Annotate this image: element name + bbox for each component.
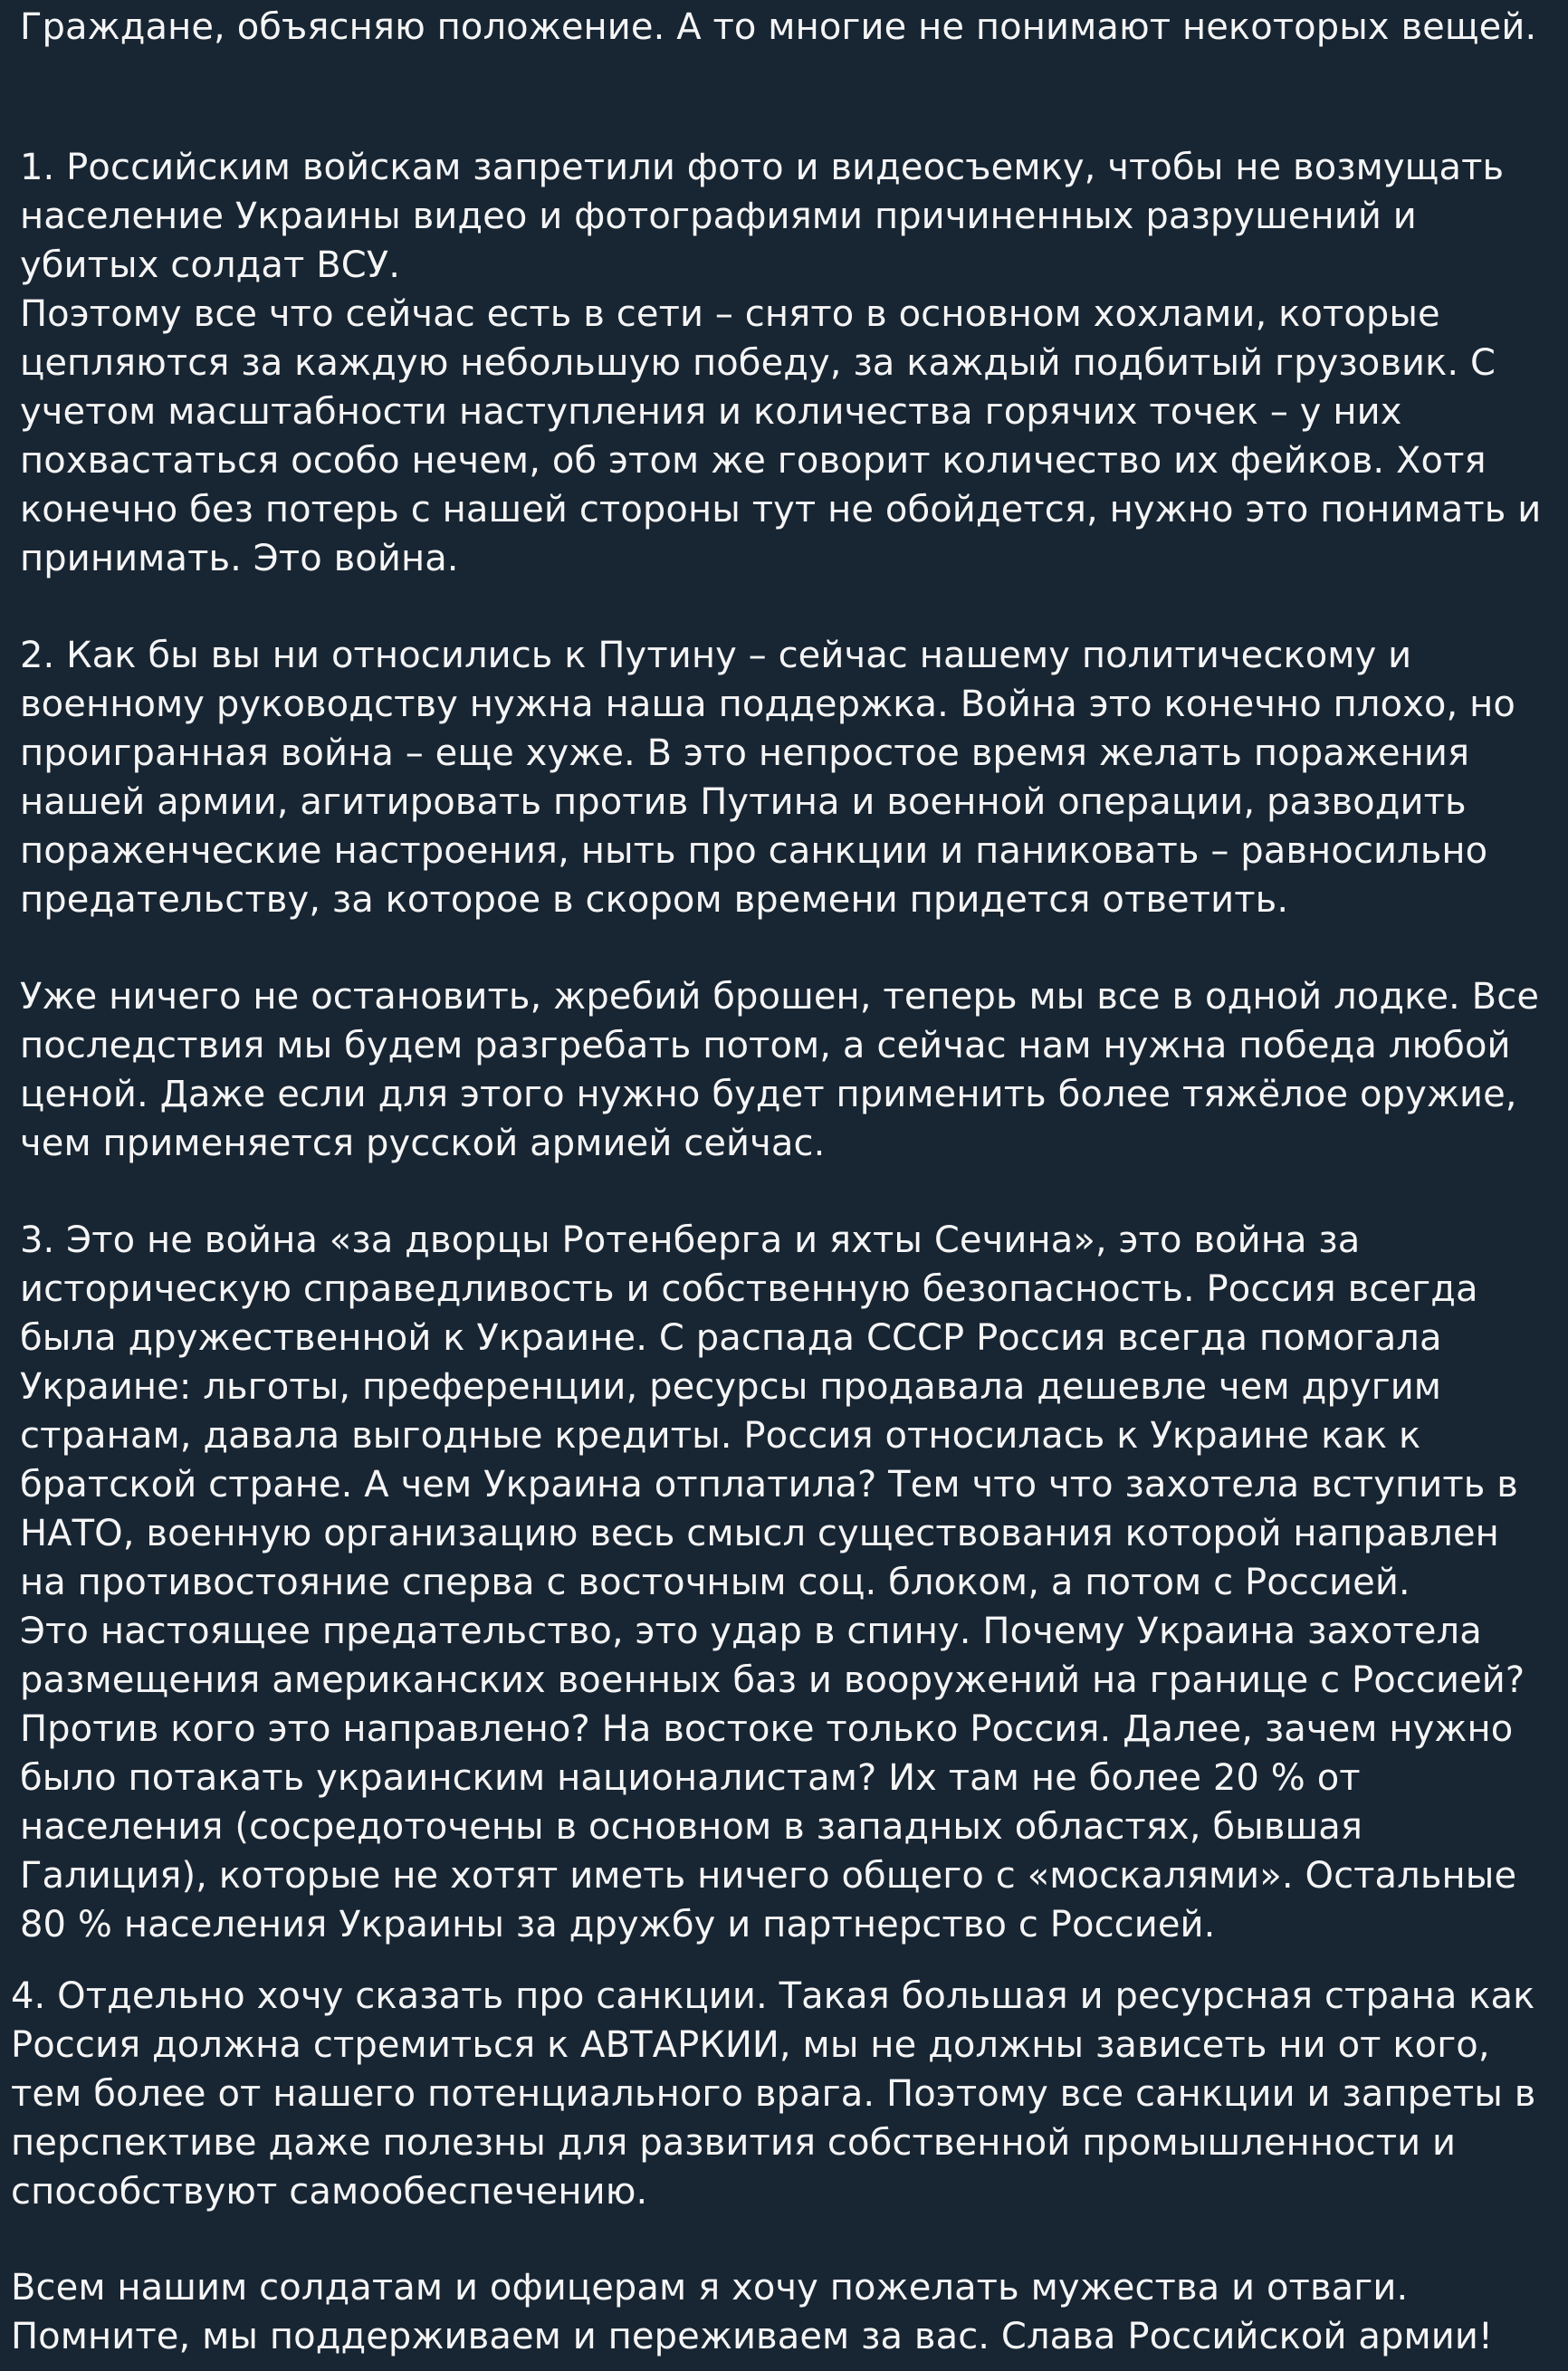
text-line: Против кого это направлено? На востоке только Россия. Далее, зачем нужно — [20, 1708, 1514, 1750]
text-line: 3. Это не война «за дворцы Ротенберга и яхты Сечина», это война за — [20, 1219, 1361, 1261]
text-line: Галиция), которые не хотят иметь ничего общего с «москалями». Остальные — [20, 1855, 1517, 1897]
text-line: населения (сосредоточены в основном в западных областях, бывшая — [20, 1806, 1362, 1848]
text-line: предательству, за которое в скором времени придется ответить. — [20, 879, 1289, 921]
text-line: Помните, мы поддерживаем и переживаем за вас. Слава Российской армии! — [11, 2316, 1494, 2357]
text-line: ценой. Даже если для этого нужно будет применить более тяжёлое оружие, — [20, 1074, 1517, 1115]
text-line: историческую справедливость и собственную безопасность. Россия всегда — [20, 1268, 1478, 1310]
text-line: 4. Отдельно хочу сказать про санкции. Такая большая и ресурсная страна как — [11, 1975, 1535, 2017]
text-line: перспективе даже полезны для развития собственной промышленности и — [11, 2122, 1457, 2164]
text-line: 80 % населения Украины за дружбу и партнерство с Россией. — [20, 1904, 1216, 1946]
text-line: Граждане, объясняю положение. А то многие не понимают некоторых вещей. — [20, 6, 1537, 48]
text-line: последствия мы будем разгребать потом, а сейчас нам нужна победа любой — [20, 1025, 1511, 1066]
text-line: Украине: льготы, преференции, ресурсы продавала дешевле чем другим — [20, 1366, 1442, 1408]
text-line: НАТО, военную организацию весь смысл существования которой направлен — [20, 1513, 1499, 1554]
text-line: способствуют самообеспечению. — [11, 2171, 648, 2213]
text-line: Уже ничего не остановить, жребий брошен, теперь мы все в одной лодке. Все — [20, 976, 1540, 1018]
text-line: население Украины видео и фотографиями причиненных разрушений и — [20, 196, 1417, 237]
text-line: похвастаться особо нечем, об этом же говорит количество их фейков. Хотя — [20, 440, 1487, 482]
text-line: странам, давала выгодные кредиты. Россия относилась к Украине как к — [20, 1415, 1421, 1457]
text-line: учетом масштабности наступления и количества горячих точек – у них — [20, 391, 1402, 433]
text-line: размещения американских военных баз и вооружений на границе с Россией? — [20, 1659, 1525, 1701]
text-line: Россия должна стремиться к АВТАРКИИ, мы не должны зависеть ни от кого, — [11, 2024, 1490, 2066]
text-line: убитых солдат ВСУ. — [20, 244, 401, 286]
text-line: пораженческие настроения, ныть про санкции и паниковать – равносильно — [20, 830, 1488, 872]
text-line: военному руководству нужна наша поддержка. Война это конечно плохо, но — [20, 684, 1515, 725]
text-line: конечно без потерь с нашей стороны тут не обойдется, нужно это понимать и — [20, 489, 1542, 531]
text-line: Это настоящее предательство, это удар в спину. Почему Украина захотела — [20, 1611, 1482, 1652]
text-line: тем более от нашего потенциального врага. Поэтому все санкции и запреты в — [11, 2073, 1536, 2115]
text-line: принимать. Это война. — [20, 538, 459, 579]
text-line: была дружественной к Украине. С распада СССР Россия всегда помогала — [20, 1317, 1442, 1359]
text-line: на противостояние сперва с восточным соц. блоком, а потом с Россией. — [20, 1562, 1410, 1603]
text-line: чем применяется русской армией сейчас. — [20, 1123, 826, 1164]
text-line: цепляются за каждую небольшую победу, за каждый подбитый грузовик. С — [20, 342, 1496, 384]
text-line: Поэтому все что сейчас есть в сети – снято в основном хохлами, которые — [20, 293, 1440, 335]
text-line: братской стране. А чем Украина отплатила? Тем что что захотела вступить в — [20, 1464, 1518, 1506]
text-line: 1. Российским войскам запретили фото и видеосъемку, чтобы не возмущать — [20, 147, 1505, 188]
text-line: 2. Как бы вы ни относились к Путину – сейчас нашему политическому и — [20, 635, 1412, 676]
text-line: было потакать украинским националистам? Их там не более 20 % от — [20, 1757, 1361, 1799]
text-line: проигранная война – еще хуже. В это непростое время желать поражения — [20, 732, 1470, 774]
text-line: нашей армии, агитировать против Путина и военной операции, разводить — [20, 781, 1467, 823]
text-line: Всем нашим солдатам и офицерам я хочу пожелать мужества и отваги. — [11, 2267, 1409, 2309]
